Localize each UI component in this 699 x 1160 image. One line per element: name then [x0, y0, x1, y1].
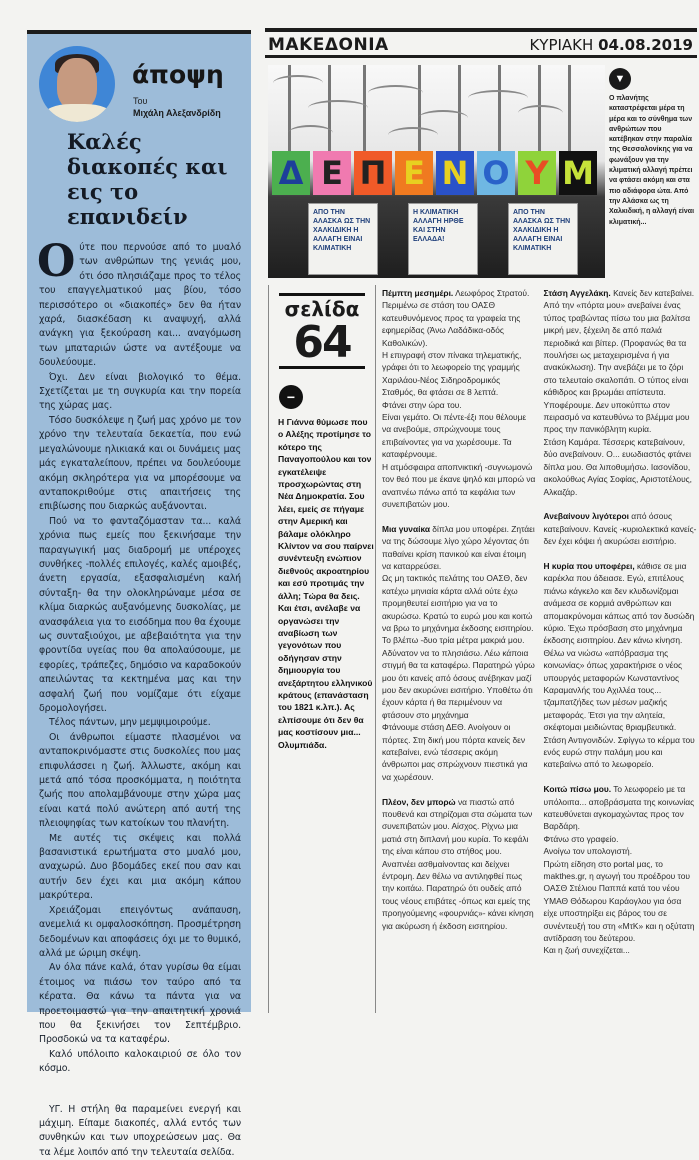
paragraph-text: να πιαστώ από πουθενά και στηρίζομαι στα σώματα των συνεπιβατών μου. Αίσχος. Ρίχνω μια ματιά στη διπλανή μου κυρία. Το κεφάλι της είναι κάπου στο στήθος μου. Αναπνέει ασθμαίνοντας και δείχνει έντρομη. Δεν θέλω να αντιληφθεί πως την κοιτάω. Παρατηρώ ότι ουδείς από τους νέους επιβάτες -όπως και εμείς της προηγούμενης «φουρνιάς»- κάνει κίνηση για ακύρωση ή έκδοση εισιτηρίου. [382, 796, 534, 931]
article-paragraph [544, 287, 698, 498]
opinion-headline: Καλές διακοπές και εις το επανιδείν [67, 129, 228, 229]
opinion-paragraph [39, 515, 241, 717]
umbrella-sculpture [418, 110, 468, 126]
paragraph-text: από όσους κατεβαίνουν. Κανείς -κυριολεκτικά κανείς- δεν έχει κόψει ή ακυρώσει εισιτήριο. [543, 511, 697, 547]
paragraph-text: Οι άνθρωποι είμαστε πλασμένοι να ανταποκρινόμαστε στις δυσκολίες που μας επιφυλάσσει η ζωή. Άλλωστε, ακόμη και μετά από τόσα προσκόμματα, η ποιότητα ζωής που απολαμβάνουμε στην χώρα μας είναι κατά πολύ ανώτερη από αυτή της πλειοψηφίας των κατοίκων του πλανήτη. [39, 731, 241, 830]
opinion-paragraph [39, 961, 241, 1047]
paragraph-lead: Πέμπτη μεσημέρι. [382, 288, 454, 298]
article-paragraph [382, 796, 536, 932]
down-triangle-icon: ▼ [609, 68, 631, 90]
umbrella-sculpture [273, 75, 323, 91]
minus-icon: − [279, 385, 303, 409]
protest-photo [268, 65, 605, 278]
issue-date [529, 35, 693, 55]
paragraph-text: Λεωφόρος Στρατού. Περιμένω σε στάση του ΟΑΣΘ κατευθυνόμενος προς τα γραφεία της εφημερίδας (Άνω Λαδάδικα-οδός Καθολικών). Η επιγραφή στον πίνακα τηλεματικής, γράφει ότι το λεωφορείο της γραμμής Χαριλάου-Νέος Σιδηροδρομικός Σταθμός, θα φτάσει σε 8 λεπτά. Φτάνει στην ώρα του. Είναι γεμάτο. Οι πέντε-έξι που θέλουμε να ανεβούμε, σπρώχνουμε τους επιβαίνοντες για να χωρέσουμε. Τα καταφέρνουμε. Η ατμόσφαιρα αποπνικτική -συγνωμονώ τον θεό που με έκανε ψηλό και μπορώ να αναπνέω πάνω από τα κεφάλια των συνεπιβατών μου. [382, 288, 536, 509]
paragraph-text: Τόσο δυσκόλεψε η ζωή μας χρόνο με τον χρόνο την τελευταία δεκαετία, που ενώ μεγαλώνουμε ηλικιακά και οι δυνάμεις μας μάς εγκαταλείπουν, πρέπει να δουλεύουμε ακόμη σκληρότερα για να μπορέσουμε να ανταποκριθούμε στις απαιτήσεις της επιβίωσης που διαρκώς αυξάνονται. [39, 414, 241, 513]
paragraph-lead: Μια γυναίκα [382, 523, 430, 534]
umbrella-sculpture [388, 127, 438, 143]
umbrella-sculpture [518, 105, 563, 121]
paragraph-text: Καλό υπόλοιπο καλοκαιριού σε όλο τον κόσμο. [39, 1048, 241, 1075]
umbrella-pole [458, 65, 461, 155]
paragraph-text: Το λεωφορείο με τα υπόλοιπα... αποβράσματα της κοινωνίας κατευθύνεται αγκομαχώντας προς τον Βαρδάρη. Φτάνω στο γραφείο. Ανοίγω τον υπολογιστή. Πρώτη είδηση στο portal μας, το makthes.gr, η αγωγή του προέδρου του ΟΑΣΘ Στέλιου Παππά κατά του νέου ΥΜΑΘ Θόδωρου Καράογλου για όσα είχε υποστηρίξει εις βάρος του σε συνέντευξή του στη «ΜτΚ» και η οξύτατη αντίδραση του δεύτερου. Και η ζωή συνεχίζεται... [543, 784, 695, 956]
newspaper-name: ΜΑΚΕΔΟΝΙΑ [268, 35, 389, 55]
author-avatar [39, 46, 115, 122]
photo-caption [609, 68, 697, 228]
sidebar-box [268, 285, 376, 1013]
section-label: άποψη [132, 60, 224, 89]
paragraph-text: Με αυτές τις σκέψεις και πολλά βασανιστικά ερωτήματα στο μυαλό μου, αναχωρώ. Δυο βδομάδες εκεί που σαν και αυτήν δεν έχει και μια ακόμη κάπου μακρύτερα. [39, 832, 241, 902]
opinion-paragraph [39, 904, 241, 962]
opinion-paragraph [37, 236, 241, 371]
protest-sign: ΑΠΟ ΤΗΝ ΑΛΑΣΚΑ ΩΣ ΤΗΝ ΧΑΛΚΙΔΙΚΗ Η ΑΛΛΑΓΗ ΕΙΝΑΙ ΚΛΙΜΑΤΙΚΗ [308, 203, 378, 275]
paragraph-text: Αν όλα πάνε καλά, όταν γυρίσω θα είμαι έτοιμος να πιάσω τον ταύρο από τα κέρατα. Θα κάνω τα πάντα για να προετοιμαστώ για την απαιτητική χρονιά που θα ξεκινήσει τον Σεπτέμβριο. Προσδοκώ να τα καταφέρω. [39, 962, 241, 1046]
article-paragraph [544, 783, 698, 957]
page-badge [279, 293, 365, 369]
letter-placard: Μ [559, 151, 597, 195]
letter-placard: Ε [313, 151, 351, 195]
opinion-paragraph [39, 371, 241, 414]
caption-text: Ο πλανήτης καταστρέφεται μέρα τη μέρα και το σύνθημα των ανθρώπων που κατέβηκαν στην παραλία της Θεσσαλονίκης για να φωνάξουν για την κλιματική αλλαγή πρέπει να φτάσει ακόμη και στα πιο αδιάφορα ώτα. Από την Αλάσκα ως τη Χαλκιδική, η αλλαγή είναι κλιματική... [609, 95, 695, 226]
protest-sign: Η ΚΛΙΜΑΤΙΚΗ ΑΛΛΑΓΗ ΗΡΘΕ ΚΑΙ ΣΤΗΝ ΕΛΛΑΔΑ! [408, 203, 478, 275]
paragraph-lead: Κοιτώ πίσω μου. [543, 784, 612, 795]
paragraph-lead: Στάση Αγγελάκη. [543, 288, 611, 298]
drop-cap: O [37, 236, 76, 287]
paragraph-text: Τέλος πάντων, μην μεμψιμοιρούμε. [49, 717, 211, 729]
umbrella-sculpture [308, 100, 368, 116]
article-paragraph [544, 560, 698, 771]
opinion-paragraph [39, 414, 241, 515]
umbrella-sculpture [468, 90, 528, 106]
postscript: ΥΓ. Η στήλη θα παραμείνει ενεργή και μάχιμη. Είπαμε διακοπές, αλλά εντός των συνθηκών και των υποχρεώσεων μας. Θα τα λέμε λοιπόν από την τελευταία σελίδα. [39, 1103, 241, 1158]
opinion-column [27, 30, 251, 1158]
paragraph-lead: Πλέον, δεν μπορώ [382, 796, 456, 807]
letter-placard: Ο [477, 151, 515, 195]
paragraph-text: ύτε που περνούσε από το μυαλό των ανθρώπων της γενιάς μου, ότι όσο πλησιάζαμε προς το τέλος του επαγγελματικού μας βίου, τόσο περισσότερο οι «διακοπές» δεν θα ήταν χαρά, διασκέδαση κι αναψυχή, αλλά ανάγκη για ξεκούραση και... αναγόμωση των μπαταριών ώστε να αντέξουμε να δουλεύουμε. [39, 242, 241, 369]
date-value: 04.08.2019 [598, 36, 693, 54]
umbrella-sculpture [368, 85, 423, 101]
letter-placard: Π [354, 151, 392, 195]
sidebar-text: Η Γιάννα θύμωσε που ο Αλέξης προτίμησε το κότερο της Παναγοπούλου και τον εγκατέλειψε προσχωρώντας στη Νέα Δημοκρατία. Σου λέει, εμείς σε πήγαμε στην Αμερική και βάλαμε ολόκληρο Κλίντον να σου παίρνει συνέντευξη ενώπιον διεθνούς ακροατηρίου και εσύ προτιμάς την άλλη; Τώρα θα δεις. Και έτσι, ανέλαβε να οργανώσει την αναβίωση των γεγονότων που οδήγησαν στην δημιουργία του ανεξάρτητου ελληνικού κράτους (επανάσταση του 1821 κ.λπ.). Ας ελπίσουμε ότι δεν θα μας κοστίσουν μια... Ολυμπιάδα. [278, 417, 374, 750]
article-body [382, 287, 697, 957]
paragraph-lead: Η κυρία που υποφέρει, [543, 560, 635, 571]
letter-placard: Δ [272, 151, 310, 195]
paragraph-text: Χρειάζομαι επειγόντως ανάπαυση, ανεμελιά κι ομφαλοσκόπηση. Προσμέτρηση δεδομένων και αποφάσεις όχι με το θυμικό, αλλά με ώριμη σκέψη. [39, 904, 241, 959]
paragraph-lead: Ανεβαίνουν λιγότεροι [543, 511, 629, 522]
opinion-paragraph [39, 716, 241, 730]
page-number: 64 [293, 317, 351, 368]
umbrella-sculpture [288, 125, 333, 141]
letter-placard: Υ [518, 151, 556, 195]
opinion-paragraph [39, 731, 241, 832]
paragraph-text: Όχι. Δεν είναι βιολογικό το θέμα. Σχετίζεται με τη συγκυρία και την πορεία της χώρας μας. [39, 371, 241, 412]
day-label: ΚΥΡΙΑΚΗ [529, 36, 594, 54]
page-header [265, 28, 697, 58]
protest-sign: ΑΠΟ ΤΗΝ ΑΛΑΣΚΑ ΩΣ ΤΗΝ ΧΑΛΚΙΔΙΚΗ Η ΑΛΛΑΓΗ ΕΙΝΑΙ ΚΛΙΜΑΤΙΚΗ [508, 203, 578, 275]
byline-prefix: Του [133, 96, 148, 106]
article-paragraph [544, 510, 698, 547]
opinion-paragraph [39, 1048, 241, 1077]
letter-placard: Ε [395, 151, 433, 195]
author-name: Μιχάλη Αλεξανδρίδη [133, 108, 221, 118]
opinion-paragraph [39, 832, 241, 904]
article-paragraph [382, 287, 536, 510]
umbrella-pole [498, 65, 501, 155]
paragraph-text: Πού να το φανταζόμασταν τα... καλά χρόνια πως εμείς που ξεκινήσαμε την παραγωγική μας διαδρομή με υπέροχες συνθήκες -πολλές επιλογές, καλές αμοιβές, άνετη εργασία, εξασφαλισμένη καλή σύνταξη- θα την ολοκληρώναμε μέσα σε κλίμα διαρκώς αυξανόμενης δυσκολίας, με ανασφάλεια για το εισόδημα που θα έχουμε ως συνταξιούχοι, με αβεβαιότητα για την φροντίδα υγείας που θα απολαύσουμε, με εφορίες, τράπεζες, δημόσιο να καραδοκούν απειλώντας τα κεκτημένα μας και την ασφαλή ζωή που νομίζαμε ότι είχαμε δρομολογήσει. [39, 515, 241, 714]
paragraph-text: δίπλα μου υποφέρει. Ζητάει να της δώσουμε λίγο χώρο λέγοντας ότι παθαίνει κρίση πανικού και είναι έτοιμη να καταρρεύσει. Ως μη τακτικός πελάτης του ΟΑΣΘ, δεν κατέχω μηνιαία κάρτα αλλά ούτε έχω προμηθευτεί εισιτήριο για να το ακυρώσω. Κρατώ το ευρώ μου και κοιτώ να βρω το μηχάνημα έκδοσης εισιτηρίου. Το βλέπω -δυο τρία μέτρα μακριά μου. Αδύνατον να το πλησιάσω. Λέω κάποια στιγμή θα τα καταφέρω. Παρατηρώ γύρω μου ότι κανείς από όσους ανέβηκαν μαζί μου δεν ακυρώνει εισιτήριο. Υποθέτω ότι έχουν κάρτα ή θα περιμένουν να φτάσουν στο μηχάνημα Φτάνουμε στάση ΔΕΘ. Ανοίγουν οι πόρτες. Στη δική μου πόρτα κανείς δεν κατεβαίνει, ενώ τέσσερις ακόμη άνθρωποι μας σπρώχνουν πιεστικά για να χωρέσουν. [382, 523, 535, 782]
letter-placard: Ν [436, 151, 474, 195]
umbrella-pole [568, 65, 571, 155]
page-word: σελίδα [284, 297, 360, 321]
paragraph-text: Κανείς δεν κατεβαίνει. Από την «πόρτα μου» ανεβαίνει ένας τύπος τραβώντας πίσω του μια βαλίτσα μικρή μεν, ξέχειλη δε από παλιά περιοδικά και βίπερ. (Προφανώς θα τα πουλήσει ως μεταχειρισμένα ή για ανακύκλωση). Την ανεβάζει με το ζόρι στο τελευταίο σκαλοπάτι. Ο τύπος είναι κάθιδρος και βρωμάει απίστευτα. Υποφέρουμε. Δεν υποκύπτω στον πειρασμό να κατευθύνω το βλέμμα μου προς την πανικόβλητη κυρία. Στάση Καμάρα. Τέσσερις κατεβαίνουν, δύο ανεβαίνουν. Ο... ευωδιαστός φτάνει δίπλα μου. Θα λιποθυμήσω. Ιασονίδου, ακολούθως Αγίας Σοφίας, Αριστοτέλους, Αλκαζάρ. [543, 288, 695, 497]
article-paragraph [382, 523, 536, 784]
opinion-body [37, 236, 241, 1160]
paragraph-text: κάθισε σε μια καρέκλα που άδειασε. Εγώ, επιτέλους πιάνω κάγκελο και δεν κλυδωνίζομαι ανάμεσα σε κορμιά ανθρώπων και απομακρύνομαι κάπως από τον δυσώδη κύριο. Έχω πρόσβαση στο μηχάνημα έκδοσης εισιτηρίου. Δεν κάνω κίνηση. Θέλω να νιώσω «απόβρασμα της κοινωνίας» όπως χαρακτήρισε ο νέος υπουργός μεταφορών Κωνσταντίνος Καραμανλής του Αχιλλέα τους... τζαμπατζήδες των μέσων μαζικής μεταφοράς. Έτσι για την αλητεία, σκέφτομαι μειδιώντας θριαμβευτικά. Στάση Αντιγονιδών. Σφίγγω το κέρμα του ενός ευρώ στην παλάμη μου και κατεβαίνω από το λεωφορείο. [543, 560, 695, 770]
